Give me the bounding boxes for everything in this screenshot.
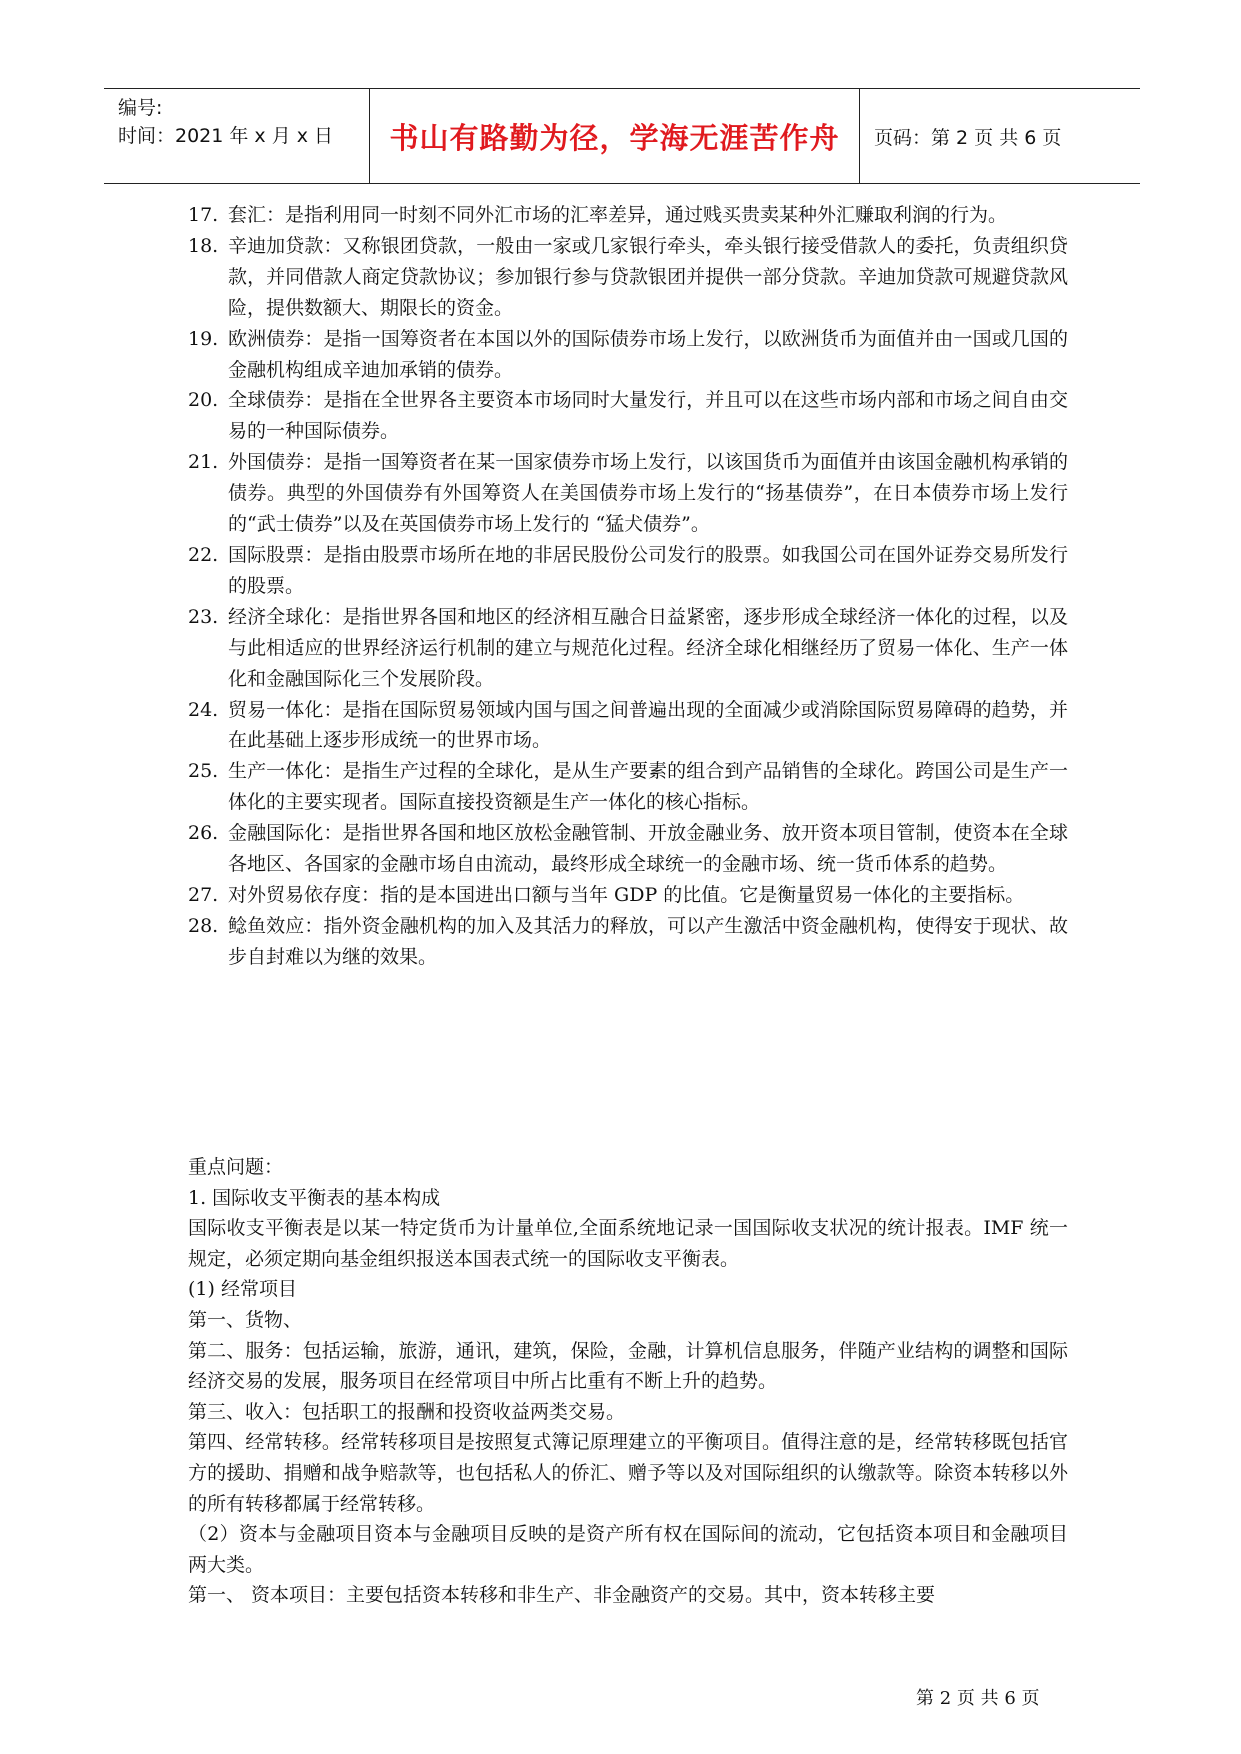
header-middle-cell [370,89,860,183]
term-text: 外国债券：是指一国筹资者在某一国家债券市场上发行，以该国货币为面值并由该国金融机构承销的债券。典型的外国债券有外国筹资人在美国债券市场上发行的“扬基债券”，在日本债券市场上发行的“武士债券”以及在英国债券市场上发行的 “猛犬债券”。 [228,451,1068,536]
term-item [188,447,1068,540]
page-number-label: 页码：第 2 页 共 6 页 [874,126,1062,149]
term-item [188,540,1068,602]
term-number: 23. [188,605,219,628]
term-number: 19. [188,327,219,350]
term-item [188,231,1068,324]
term-item [188,911,1068,973]
section-heading: 重点问题： [188,1156,284,1178]
term-item [188,200,1068,231]
term-number: 26. [188,822,219,845]
header-table [104,88,1140,184]
term-number: 18. [188,234,219,257]
term-text: 全球债券：是指在全世界各主要资本市场同时大量发行，并且可以在这些市场内部和市场之间自由交易的一种国际债券。 [228,389,1068,443]
term-text: 金融国际化：是指世界各国和地区放松金融管制、开放金融业务、放开资本项目管制，使资本在全球各地区、各国家的金融市场自由流动，最终形成全球统一的金融市场、统一货币体系的趋势。 [228,822,1068,876]
time-label: 时间：2021 年 x 月 x 日 [118,125,334,147]
section-paragraph: 第三、收入：包括职工的报酬和投资收益两类交易。 [188,1400,626,1423]
term-text: 对外贸易依存度：指的是本国进出口额与当年 GDP 的比值。它是衡量贸易一体化的主要指标。 [228,883,1025,906]
term-text: 贸易一体化：是指在国际贸易领域内国与国之间普遍出现的全面减少或消除国际贸易障碍的趋势，并在此基础上逐步形成统一的世界市场。 [228,698,1068,752]
term-text: 国际股票：是指由股票市场所在地的非居民股份公司发行的股票。如我国公司在国外证券交易所发行的股票。 [228,543,1068,597]
section-paragraph: 国际收支平衡表是以某一特定货币为计量单位,全面系统地记录一国国际收支状况的统计报表。IMF 统一规定，必须定期向基金组织报送本国表式统一的国际收支平衡表。 [188,1217,1068,1270]
term-text: 鲶鱼效应：指外资金融机构的加入及其活力的释放，可以产生激活中资金融机构，使得安于现状、故步自封难以为继的效果。 [228,914,1068,968]
term-number: 22. [188,543,219,566]
term-item [188,880,1068,911]
term-text: 经济全球化：是指世界各国和地区的经济相互融合日益紧密，逐步形成全球经济一体化的过程，以及与此相适应的世界经济运行机制的建立与规范化过程。经济全球化相继经历了贸易一体化、生产一体化和金融国际化三个发展阶段。 [228,605,1068,690]
serial-label: 编号: [118,97,163,119]
term-text: 生产一体化：是指生产过程的全球化，是从生产要素的组合到产品销售的全球化。跨国公司是生产一体化的主要实现者。国际直接投资额是生产一体化的核心指标。 [228,760,1068,814]
section-paragraph: 第二、服务：包括运输，旅游，通讯，建筑，保险，金融，计算机信息服务，伴随产业结构的调整和国际经济交易的发展，服务项目在经常项目中所占比重有不断上升的趋势。 [188,1339,1068,1393]
term-text: 辛迪加贷款：又称银团贷款，一般由一家或几家银行牵头，牵头银行接受借款人的委托，负责组织贷款，并同借款人商定贷款协议；参加银行参与贷款银团并提供一部分贷款。辛迪加贷款可规避贷款风险，提供数额大、期限长的资金。 [228,234,1068,319]
term-item [188,756,1068,818]
motto-text: 书山有路勤为径，学海无涯苦作舟 [389,120,840,155]
section-paragraph: 第一、货物、 [188,1308,303,1331]
term-number: 21. [188,451,219,474]
term-item [188,695,1068,757]
section-paragraph: （2）资本与金融项目资本与金融项目反映的是资产所有权在国际间的流动，它包括资本项目和金融项目两大类。 [188,1523,1068,1576]
term-number: 28. [188,914,219,937]
section-paragraph: 第一、 资本项目：主要包括资本转移和非生产、非金融资产的交易。其中，资本转移主要 [188,1584,936,1607]
page-footer: 第 2 页 共 6 页 [916,1688,1040,1709]
term-item [188,602,1068,695]
term-text: 套汇：是指利用同一时刻不同外汇市场的汇率差异，通过贱买贵卖某种外汇赚取利润的行为。 [228,204,1008,226]
header-right-cell [860,89,1140,183]
term-item [188,324,1068,386]
term-number: 25. [188,760,219,783]
term-number: 24. [188,698,219,721]
term-item [188,385,1068,447]
term-item [188,818,1068,880]
key-questions-section [188,1152,1068,1611]
section-paragraph: 1. 国际收支平衡表的基本构成 [188,1186,441,1209]
term-list [188,200,1068,973]
section-paragraph: (1) 经常项目 [188,1278,297,1301]
term-number: 27. [188,883,219,906]
term-number: 17. [188,204,219,226]
term-text: 欧洲债券：是指一国筹资者在本国以外的国际债券市场上发行，以欧洲货币为面值并由一国或几国的金融机构组成辛迪加承销的债券。 [228,327,1068,381]
section-paragraph: 第四、经常转移。经常转移项目是按照复式簿记原理建立的平衡项目。值得注意的是，经常转移既包括官方的援助、捐赠和战争赔款等，也包括私人的侨汇、赠予等以及对国际组织的认缴款等。除资本转移以外的所有转移都属于经常转移。 [188,1431,1068,1515]
term-number: 20. [188,389,219,412]
header-left-cell [104,89,370,183]
